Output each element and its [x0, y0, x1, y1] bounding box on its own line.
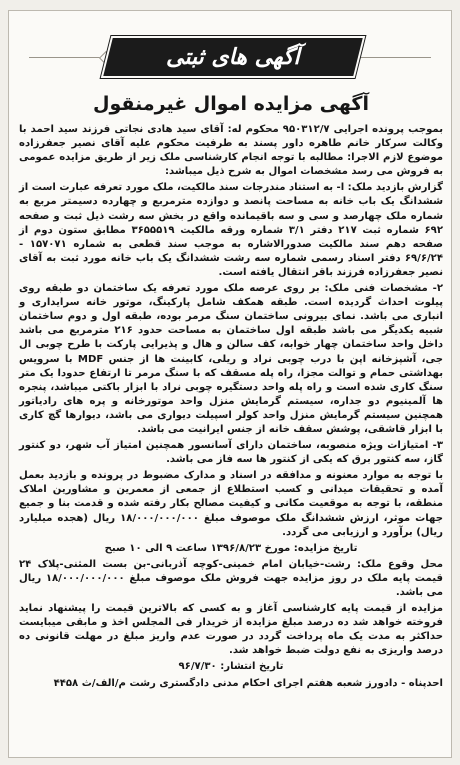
paragraph-inspection-report: گزارش بازدید ملک: ا- به استناد مندرجات سند مالکیت، ملک مورد تعرفه عبارت است از ششدانگ یک باب خانه به مساحت پانصد و دوازده مترمربع و چهارده دسیمتر مربع به شماره ملک چهارصد و سی و سه باقیمانده واقع در بخش سه رشت ذیل ثبت و صفحه ۶۹۲ شماره ثبت ۲۱۷ دفتر ۳/۱ شماره ورقه مالکیت ۳۶۵۵۵۱۹ مطابق ستون دوم از صفحه دهم سند مالکیت صدورالاشاره به موجب سند قطعی به شماره ۱۵۷۰۷۱ - ۶۹/۶/۲۴ دفتر اسناد رسمی شماره سه رشت ششدانگ یک باب خانه مورد ثبت به آقای نصیر جعفرزاده فرزند باقر انتقال یافته است.	[19, 182, 443, 278]
notice-headline: آگهی مزایده اموال غیرمنقول	[93, 93, 369, 115]
signature-line: احدپناه - دادورز شعبه هفتم اجرای احکام مدنی دادگستری رشت م/الف/ث ۴۴۵۸	[53, 677, 443, 689]
paragraph-case-intro: بموجب پرونده اجرایی ۹۵۰۳۱۲/۷ محکوم له: آقای سید هادی نجاتی فرزند سید احمد با وکالت سرکار خانم طاهره داور پسند به طرفیت محکوم علیه آقای نصیر جعفرزاده موضوع لازم الاجرا: مطالبه با توجه انجام کارشناسی ملک زیر از طریق مزایده عمومی به فروش می رسد مشخصات اموال به شرح ذیل میباشد:	[19, 124, 443, 178]
section-banner-title: آگهی های ثبتی	[166, 44, 300, 70]
publish-date: تاریخ انتشار: ۹۶/۷/۳۰	[178, 661, 284, 673]
paragraph-auction-terms: مزایده از قیمت پایه کارشناسی آغاز و به کسی که بالاترین قیمت را پیشنهاد نماید فروخته خواهد شد ده درصد مبلغ مزایده از خریدار فی المجلس اخذ و مابقی میبایست حداکثر به مدت یک ماه پرداخت گردد در صورت عدم واریز مبلغ در مهلت قانونی ده درصد واریزی به نفع دولت ضبط خواهد شد.	[19, 603, 443, 657]
section-banner	[23, 33, 443, 81]
paragraph-location-price: محل وقوع ملک: رشت-خیابان امام خمینی-کوچه آذربانی-بن بست المثنی-پلاک ۲۴ قیمت پایه ملک در روز مزایده جهت فروش ملک موصوف مبلغ ۱۸/۰۰۰/۰۰۰/۰۰۰ ریال می باشد.	[19, 558, 443, 598]
section-banner-band	[103, 38, 362, 76]
auction-date: تاریخ مزایده: مورخ ۱۳۹۶/۸/۲۳ ساعت ۹ الی ۱۰ صبح	[104, 542, 358, 554]
notice-body	[19, 123, 443, 693]
paragraph-valuation: با توجه به موارد معنونه و مدافقه در اسناد و مدارک مضبوط در پرونده و بازدید بعمل آمده و تحقیقات میدانی و کسب استطلاع از جمعی از معمرین و مشاورین املاک منطقه، با توجه به موقعیت مکانی و کیفیت مصالح بکار رفته شده و قدمت بنا و جمیع جهات موثر، ارزش ششدانگ ملک موصوف مبلغ ۱۸/۰۰۰/۰۰۰/۰۰۰ ریال (هجده میلیارد ریال) برآورد و ارزیابی می گردد.	[19, 470, 443, 538]
newspaper-clipping	[8, 10, 452, 758]
paragraph-technical-specs: ۲- مشخصات فنی ملک: بر روی عرصه ملک مورد تعرفه یک ساختمان دو طبقه روی پیلوت احداث گردیده است. طبقه همکف شامل پارکینگ، موتور خانه سرایداری و انباری می باشد. نمای بیرونی ساختمان سنگ مرمر بوده، طبقه اول و دوم ساختمان شبیه یکدیگر می باشد طبقه اول ساختمان به مساحت حدود ۲۱۶ مترمربع می باشد داخل واحد ساختمان چهار خوابه، کف سالن و هال و پذیرایی پارکت با طرح چوبی ال جی، آشپزخانه اپن با درب چوبی نراد و ریلی، کابینت ها از جنس MDF با سرویس بهداشتی حمام و توالت مجزا، راه پله مسقف که با سنگ مرمر تا ارتفاع حدودا یک متر سنگ کاری شده است و راه پله واحد دستگیره چوبی نراد با ابزار باکتی میباشد، پنجره ها آلمینیوم دو جداره، سیستم گرمایش منزل واحد موتورخانه و پره های رادیاتور همچنین سیستم گرمایش منزل واحد کولر اسپیلت دیواری می باشد، دیوارها گچ کاری با ابزار قاشقی، پوشش سقف خانه از جنس ایرانیت می باشد.	[19, 283, 444, 435]
paragraph-special-features: ۳- امتیازات ویژه منصوبه، ساختمان دارای آسانسور همچنین امتیاز آب شهر، دو کنتور گاز، سه کنتور برق که یکی از کنتور ها سه فاز می باشد.	[19, 440, 443, 466]
